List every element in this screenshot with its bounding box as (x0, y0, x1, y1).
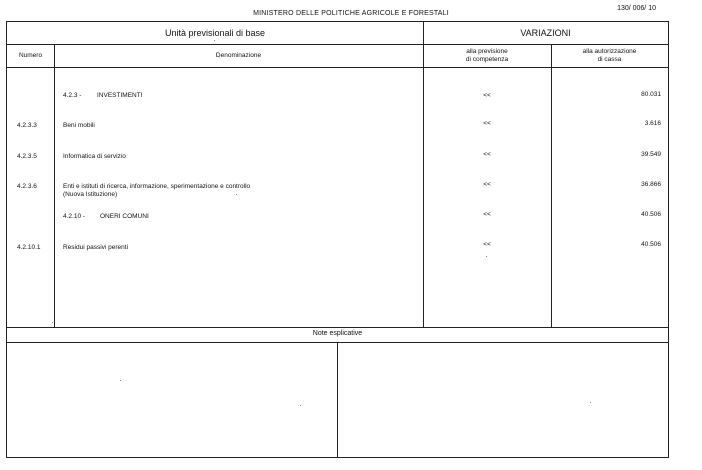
notes-right-box (338, 343, 668, 457)
row-code: 4.2.10 - (63, 213, 86, 220)
row-denominazione: Informatica di servizio (63, 153, 126, 160)
row-cassa: 80.031 (641, 91, 661, 98)
row-denominazione: Enti e istituti di ricerca, informazione, sperimentazione e controllo (Nuova Istituzione) (63, 183, 251, 198)
row-competenza: << (483, 181, 491, 188)
column-header-competenza: alla previsione di competenza (465, 48, 509, 63)
row-competenza: << (483, 211, 491, 218)
column-header-cassa: alla autorizzazione di cassa (582, 48, 637, 63)
row-competenza: << (483, 241, 491, 248)
row-code: 4.2.3 - (63, 92, 82, 99)
row-numero: 4.2.3.5 (17, 153, 37, 160)
section-title-upb: Unità previsionali di base (164, 28, 266, 38)
page-reference: 130/ 006/ 10 (617, 5, 656, 12)
ministry-title: MINISTERO DELLE POLITICHE AGRICOLE E FORESTALI (253, 10, 449, 17)
row-cassa: 39.549 (641, 151, 661, 158)
row-cassa: 3.616 (644, 120, 661, 127)
budget-table-frame (6, 21, 669, 458)
row-cassa: 36.866 (641, 181, 661, 188)
notes-left-box (7, 343, 337, 457)
column-header-numero: Numero (18, 52, 43, 59)
row-denominazione: Residui passivi perenti (63, 244, 129, 251)
row-competenza: << (483, 120, 491, 127)
row-numero: 4.2.3.6 (17, 183, 37, 190)
row-numero: 4.2.10.1 (17, 244, 41, 251)
row-denominazione: INVESTIMENTI (97, 92, 143, 99)
row-competenza: << (483, 92, 491, 99)
row-cassa: 40.506 (641, 211, 661, 218)
column-header-denominazione: Denominazione (215, 52, 262, 59)
section-title-variazioni: VARIAZIONI (520, 28, 571, 38)
row-denominazione: ONERI COMUNI (100, 213, 149, 220)
row-denominazione: Beni mobili (63, 122, 95, 129)
row-numero: 4.2.3.3 (17, 122, 37, 129)
row-cassa: 40.506 (641, 241, 661, 248)
row-competenza: << (483, 151, 491, 158)
notes-title: Note esplicative (312, 330, 363, 337)
